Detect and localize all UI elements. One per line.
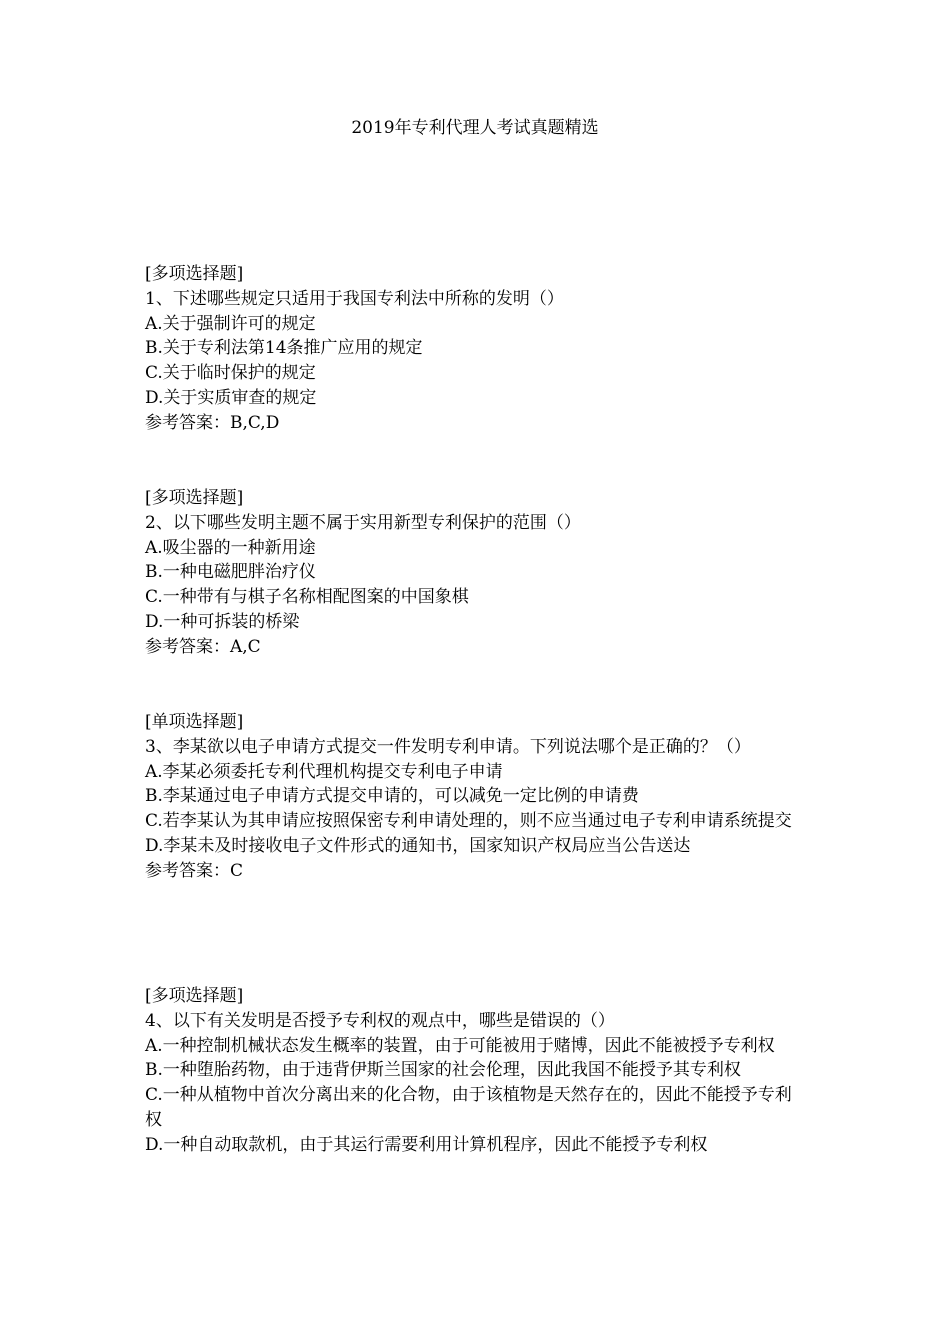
question-4	[145, 984, 805, 1158]
reference-answer: 参考答案：B,C,D	[145, 412, 280, 433]
document-title: 2019年专利代理人考试真题精选	[351, 118, 599, 138]
option-d: D.一种可拆装的桥梁	[145, 611, 300, 632]
option-c: C.一种带有与棋子名称相配图案的中国象棋	[145, 587, 469, 608]
option-d: D.李某未及时接收电子文件形式的通知书，国家知识产权局应当公告送达	[145, 835, 691, 856]
reference-answer: 参考答案：A,C	[145, 636, 261, 657]
option-b: B.一种电磁肥胖治疗仪	[145, 562, 316, 583]
option-b: B.一种堕胎药物，由于违背伊斯兰国家的社会伦理，因此我国不能授予其专利权	[145, 1060, 741, 1081]
option-a: A.关于强制许可的规定	[145, 313, 316, 334]
option-d: D.一种自动取款机，由于其运行需要利用计算机程序，因此不能授予专利权	[145, 1134, 708, 1155]
reference-answer: 参考答案：C	[145, 860, 244, 881]
question-type: [多项选择题]	[145, 264, 244, 284]
option-a: A.一种控制机械状态发生概率的装置，由于可能被用于赌博，因此不能被授予专利权	[145, 1035, 775, 1056]
question-2	[145, 486, 805, 660]
question-stem: 2、以下哪些发明主题不属于实用新型专利保护的范围（）	[145, 512, 581, 533]
option-c: C.关于临时保护的规定	[145, 363, 316, 384]
option-d: D.关于实质审查的规定	[145, 387, 317, 408]
option-c: C.一种从植物中首次分离出来的化合物，由于该植物是天然存在的，因此不能授予专利权	[145, 1085, 792, 1130]
question-stem: 3、李某欲以电子申请方式提交一件发明专利申请。下列说法哪个是正确的？（）	[145, 736, 751, 757]
question-type: [多项选择题]	[145, 488, 244, 508]
option-a: A.吸尘器的一种新用途	[145, 537, 316, 558]
option-b: B.关于专利法第14条推广应用的规定	[145, 338, 423, 359]
question-1	[145, 262, 805, 436]
question-stem: 4、以下有关发明是否授予专利权的观点中，哪些是错误的（）	[145, 1010, 615, 1031]
question-3	[145, 710, 805, 884]
question-type: [单项选择题]	[145, 712, 244, 732]
question-stem: 1、下述哪些规定只适用于我国专利法中所称的发明（）	[145, 288, 564, 309]
option-b: B.李某通过电子申请方式提交申请的，可以减免一定比例的申请费	[145, 786, 639, 807]
option-c: C.若李某认为其申请应按照保密专利申请处理的，则不应当通过电子专利申请系统提交	[145, 811, 792, 832]
question-type: [多项选择题]	[145, 986, 244, 1006]
option-a: A.李某必须委托专利代理机构提交专利电子申请	[145, 761, 503, 782]
